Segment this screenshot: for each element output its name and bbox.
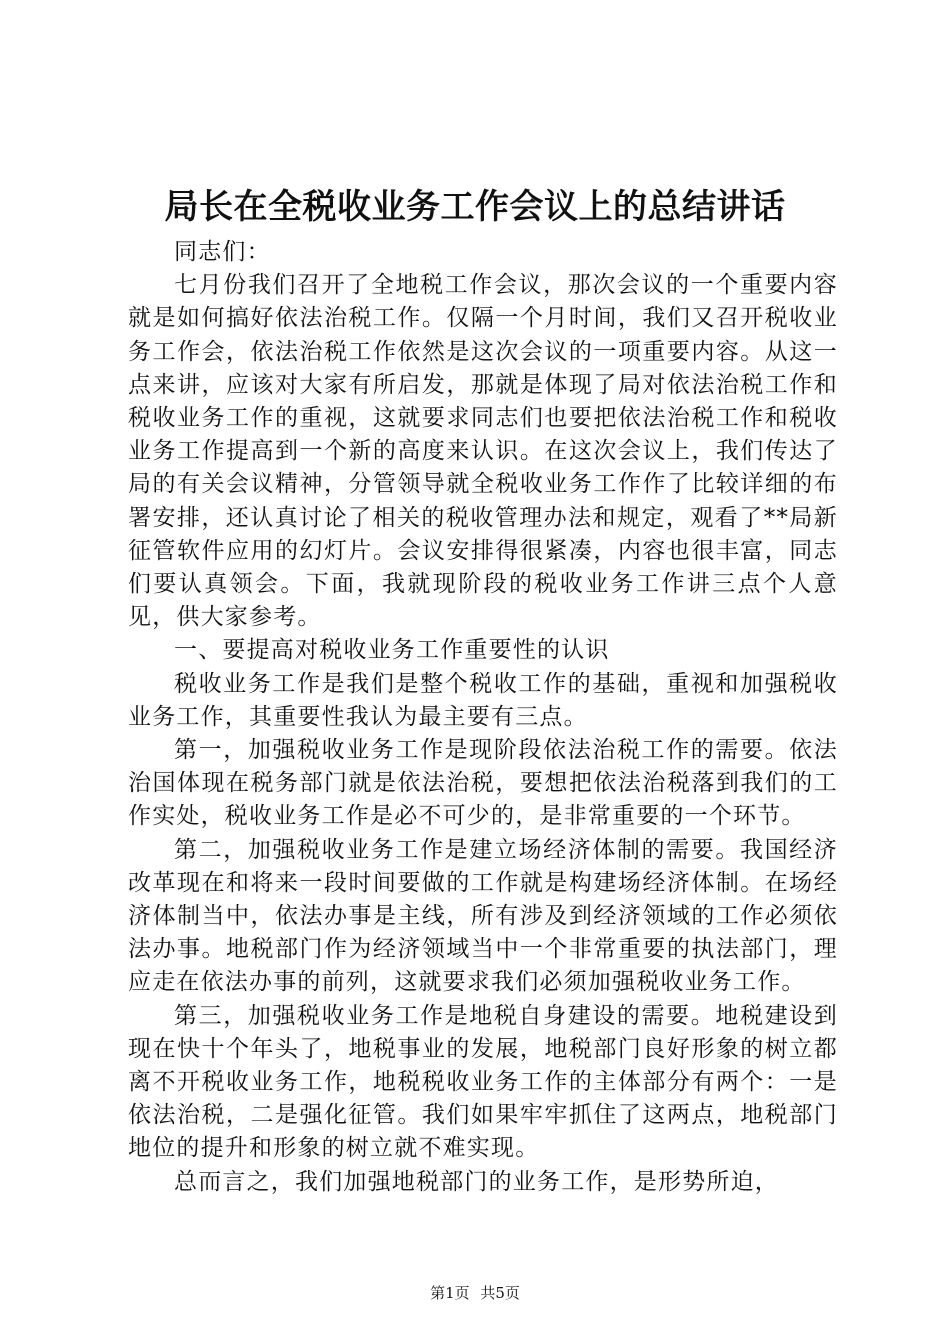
paragraph-second-point: 第二，加强税收业务工作是建立场经济体制的需要。我国经济改革现在和将来一段时间要做的工作就是构建场经济体制。在场经济体制当中，依法办事是主线，所有涉及到经济领域的工作必须依法办事。地税部门作为经济领域当中一个非常重要的执法部门，理应走在依法办事的前列，这就要求我们必须加强税收业务工作。	[128, 836, 838, 996]
page-total: 共5页	[480, 1284, 520, 1302]
paragraph-intro: 七月份我们召开了全地税工作会议，那次会议的一个重要内容就是如何搞好依法治税工作。仅隔一个月时间，我们又召开税收业务工作会，依法治税工作依然是这次会议的一项重要内容。从这一点来讲，应该对大家有所启发，那就是体现了局对依法治税工作和税收业务工作的重视，这就要求同志们也要把依法治税工作和税收业务工作提高到一个新的高度来认识。在这次会议上，我们传达了局的有关会议精神，分管领导就全税收业务工作作了比较详细的布署安排，还认真讨论了相关的税收管理办法和规定，观看了**局新征管软件应用的幻灯片。会议安排得很紧凑，内容也很丰富，同志们要认真领会。下面，我就现阶段的税收业务工作讲三点个人意见，供大家参考。	[128, 272, 838, 631]
page-footer	[0, 1282, 950, 1304]
paragraph-first-point: 第一，加强税收业务工作是现阶段依法治税工作的需要。依法治国体现在税务部门就是依法治税，要想把依法治税落到我们的工作实处，税收业务工作是必不可少的，是非常重要的一个环节。	[128, 737, 838, 830]
section-heading-1: 一、要提高对税收业务工作重要性的认识	[174, 637, 610, 664]
document-title: 局长在全税收业务工作会议上的总结讲话	[164, 187, 786, 227]
paragraph-summary: 总而言之，我们加强地税部门的业务工作，是形势所迫，	[174, 1168, 779, 1195]
document-body	[128, 236, 838, 1199]
paragraph-importance: 税收业务工作是我们是整个税收工作的基础，重视和加强税收业务工作，其重要性我认为最主要有三点。	[128, 670, 838, 730]
paragraph-third-point: 第三，加强税收业务工作是地税自身建设的需要。地税建设到现在快十个年头了，地税事业的发展，地税部门良好形象的树立都离不开税收业务工作，地税税收业务工作的主体部分有两个：一是依法治税，二是强化征管。我们如果牢牢抓住了这两点，地税部门地位的提升和形象的树立就不难实现。	[128, 1002, 838, 1162]
salutation: 同志们：	[174, 239, 271, 265]
page-number: 第1页	[430, 1284, 470, 1302]
